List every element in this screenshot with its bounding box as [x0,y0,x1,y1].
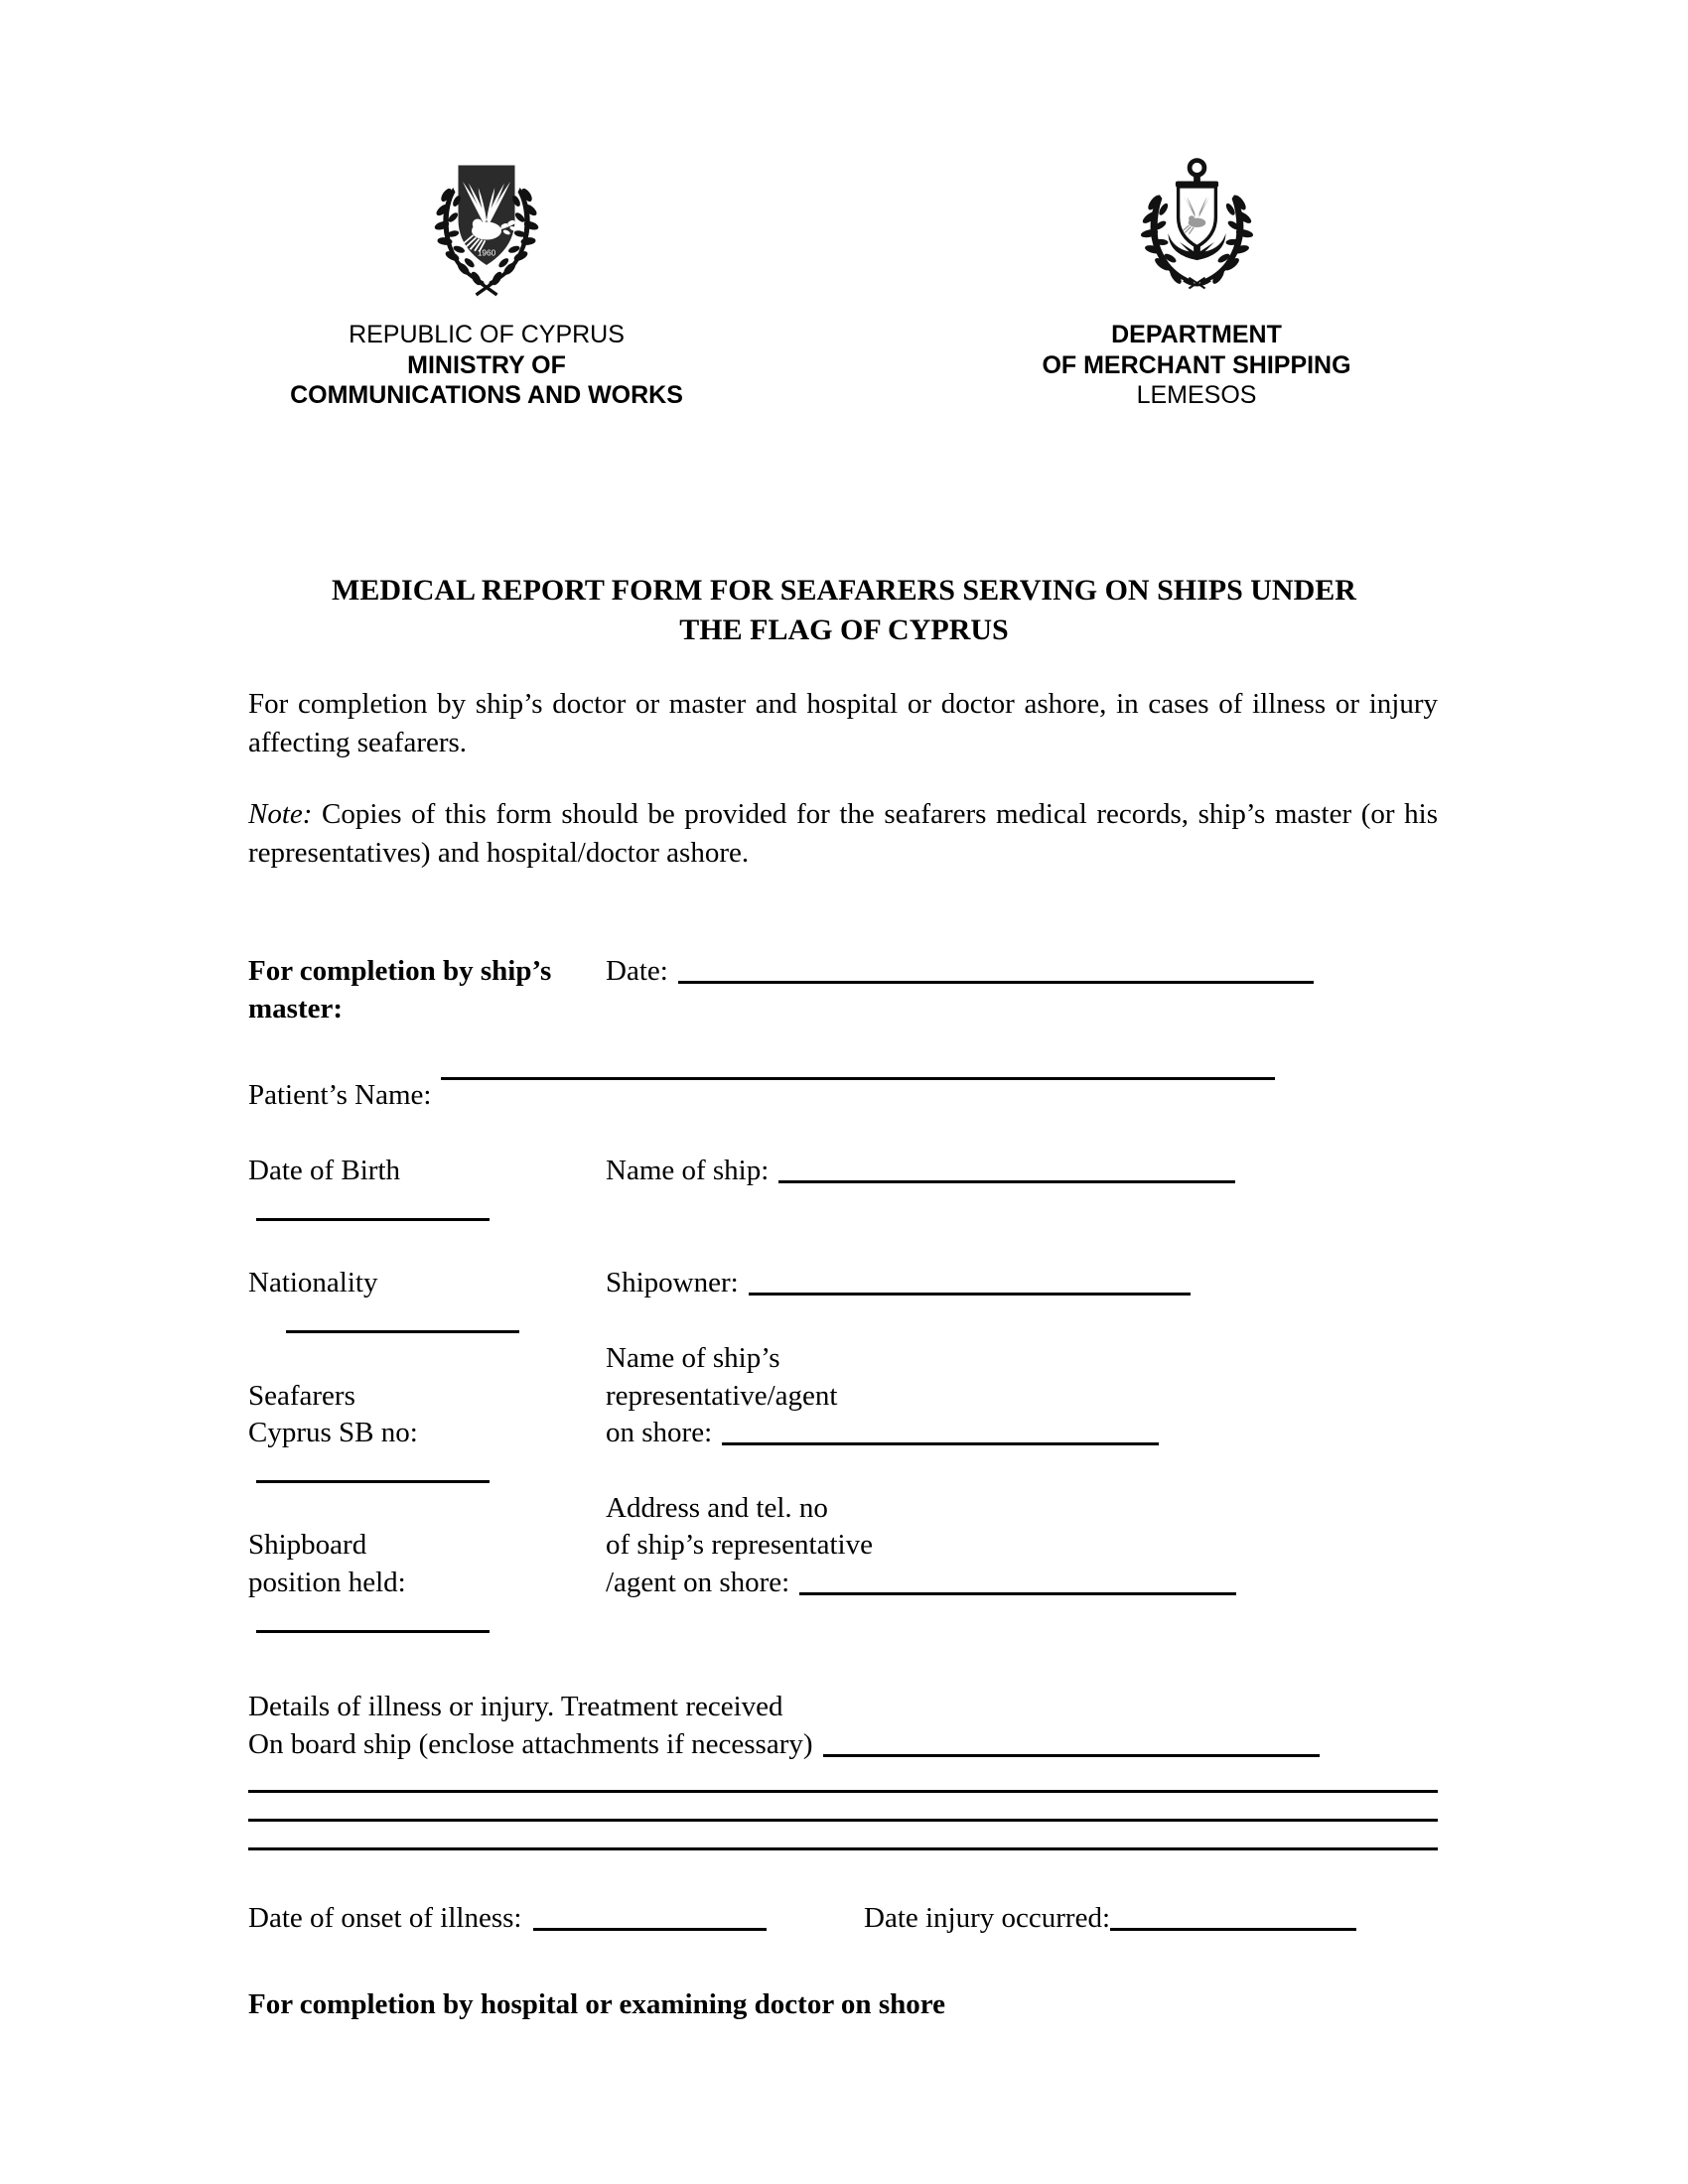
patient-name-input[interactable] [441,1077,1275,1080]
shipowner-field [606,1265,1438,1302]
date-onset-label: Date of onset of illness: [248,1901,522,1934]
date-of-birth-label: Date of Birth [248,1155,401,1187]
communications-and-works-line: COMMUNICATIONS AND WORKS [290,381,683,409]
details-input[interactable] [823,1754,1320,1757]
form-section [248,953,1438,2024]
intro-section [248,685,1438,872]
position-held-label: position held: [248,1566,406,1598]
address-on-shore-input[interactable] [799,1592,1236,1595]
position-held-field [248,1565,606,1639]
patient-name-row [248,1077,1438,1115]
rep-name-line-1: Name of ship’s [606,1341,780,1374]
cyprus-sb-input[interactable] [256,1480,490,1483]
details-line-2-label: On board ship (enclose attachments if necessary) [248,1728,813,1760]
merchant-shipping-anchor-icon [1130,149,1264,298]
shipowner-label: Shipowner: [606,1267,739,1299]
emblem-year-1960: 1960 [477,248,496,258]
details-of-illness-block [248,1689,1438,1763]
section-heading-doctor: For completion by hospital or examining doctor on shore [248,1988,945,2021]
seafarers-representative-row [248,1340,1438,1490]
masthead-left [278,149,695,411]
page-title [248,571,1440,649]
date-input[interactable] [678,981,1314,984]
section-heading-master [248,953,606,1027]
note-paragraph [248,795,1438,872]
shipboard-label: Shipboard [248,1529,367,1562]
spacer [248,1027,1438,1077]
ship-representative-field [606,1340,1438,1452]
date-label: Date: [606,955,668,987]
spacer [248,1793,1438,1819]
date-field-row [606,953,1438,991]
address-line-1: Address and tel. no [606,1491,828,1524]
details-line-1: Details of illness or injury. Treatment received [248,1691,783,1723]
address-on-shore-label: /agent on shore: [606,1566,790,1598]
section-heading-master-line-2: master: [248,992,344,1024]
masthead [248,149,1440,411]
details-line-2-row [248,1726,1438,1764]
date-of-birth-field [248,1153,606,1227]
date-onset-input[interactable] [533,1928,767,1931]
cyprus-sb-label: Cyprus SB no: [248,1417,418,1449]
spacer [248,1822,1438,1847]
lemesos-line: LEMESOS [1136,381,1257,409]
merchant-shipping-line: OF MERCHANT SHIPPING [1042,350,1351,379]
birth-ship-row [248,1153,1438,1227]
name-of-ship-field [606,1153,1438,1190]
spacer [248,1764,1438,1790]
date-injury-field [864,1900,1356,1938]
shipboard-position-field [248,1490,606,1640]
master-heading-row [248,953,1438,1027]
cyprus-coat-of-arms-icon [412,149,561,298]
onset-injury-row [248,1900,1438,1938]
date-injury-input[interactable] [1110,1928,1356,1931]
spacer [248,1937,1438,1986]
shipowner-input[interactable] [749,1293,1191,1296]
rep-on-shore-input[interactable] [722,1442,1159,1445]
spacer [248,1227,1438,1265]
republic-of-cyprus-line: REPUBLIC OF CYPRUS [349,321,625,348]
spacer [248,1115,1438,1153]
ministry-line: MINISTRY OF [407,350,566,379]
page-title-line-1: MEDICAL REPORT FORM FOR SEAFARERS SERVING ON SHIPS UNDER [332,574,1356,607]
name-of-ship-label: Name of ship: [606,1155,770,1187]
intro-paragraph: For completion by ship’s doctor or master and hospital or doctor ashore, in cases of illness or injury affecting seafarers. [248,688,1438,758]
note-label: Note: [248,798,313,831]
department-line: DEPARTMENT [1111,321,1282,348]
seafarers-label: Seafarers [248,1379,355,1412]
address-line-2: of ship’s representative [606,1529,873,1562]
nationality-label: Nationality [248,1267,378,1299]
nationality-input[interactable] [286,1330,519,1333]
note-text: Copies of this form should be provided for the seafarers medical records, ship’s master (or his representatives) and hospital/doctor ashore. [248,798,1438,869]
date-of-birth-input[interactable] [256,1218,490,1221]
nationality-field [248,1265,606,1339]
date-injury-label: Date injury occurred: [864,1901,1111,1934]
patient-name-label: Patient’s Name: [248,1079,432,1112]
spacer [248,1850,1438,1900]
rep-address-field [606,1490,1438,1602]
rep-on-shore-label: on shore: [606,1417,713,1449]
address-on-shore-field [606,1565,1438,1602]
cyprus-sb-field [248,1415,606,1489]
spacer [248,1639,1438,1689]
blank-line-spacer [248,1340,606,1378]
page-title-line-2: THE FLAG OF CYPRUS [679,613,1009,646]
shipboard-address-row [248,1490,1438,1640]
rep-name-line-2: representative/agent [606,1379,838,1412]
rep-on-shore-field [606,1415,1438,1452]
seafarers-sb-field [248,1340,606,1490]
blank-line-spacer [248,1490,606,1528]
masthead-left-text [290,320,683,411]
date-onset-field [248,1900,864,1938]
name-of-ship-input[interactable] [778,1180,1235,1183]
nationality-shipowner-row [248,1265,1438,1339]
section-heading-master-line-1: For completion by ship’s [248,955,552,987]
position-held-input[interactable] [256,1630,490,1633]
masthead-right [983,149,1410,411]
masthead-right-text [1042,320,1350,411]
